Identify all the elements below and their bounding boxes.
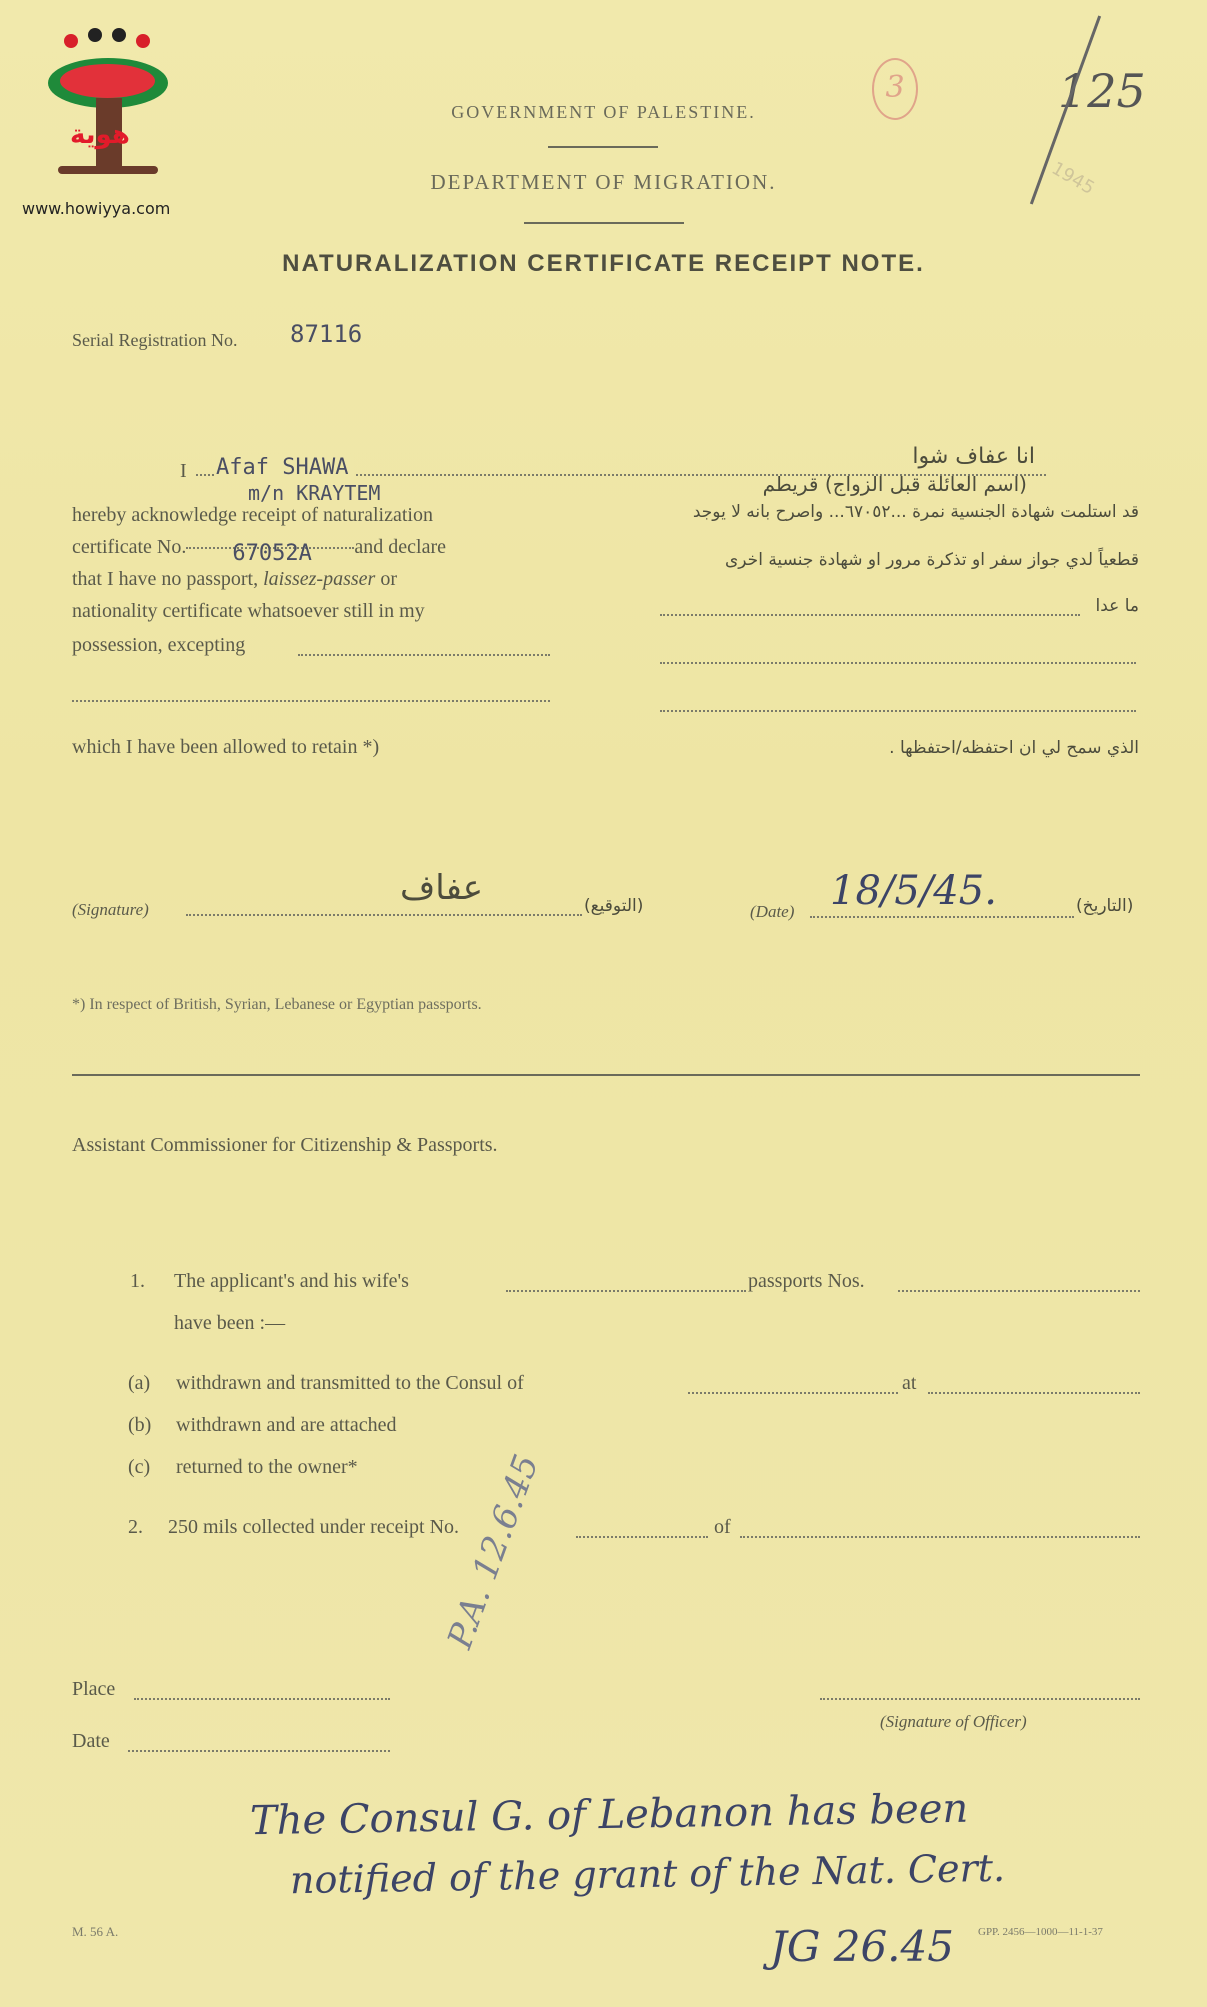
item1-number: 1. (130, 1270, 145, 1292)
government-heading: GOVERNMENT OF PALESTINE. (451, 102, 756, 122)
cert-dotted (186, 541, 354, 566)
line3-b: laissez-passer (263, 568, 376, 590)
item2-dotted-1 (576, 1536, 708, 1538)
header-rule-1 (548, 146, 658, 148)
item1-have-been: have been :— (174, 1312, 286, 1334)
certificate-number: 67052A (232, 541, 312, 566)
circled-number: 3 (872, 58, 918, 120)
ack-line-5: possession, excepting (72, 634, 246, 656)
arabic-dotted-1 (660, 614, 1080, 616)
margin-pencil-note: P.A. 12.6.45 (440, 1449, 547, 1654)
arabic-name-line: انا عفاف شوا (912, 444, 1035, 469)
serial-label: Serial Registration No. (72, 330, 238, 350)
item-a-dotted-2 (928, 1392, 1140, 1394)
commissioner-heading: Assistant Commissioner for Citizenship & Passports. (72, 1134, 498, 1156)
officer-dotted (820, 1698, 1140, 1700)
arabic-maiden-line: (اسم العائلة قبل الزواج) قريطم (762, 472, 1027, 496)
item-b-label: (b) (128, 1414, 152, 1436)
arabic-line-2: قطعياً لدي جواز سفر او تذكرة مرور او شهادة جنسية اخرى (725, 550, 1139, 570)
ack-line-3 (72, 568, 397, 591)
item1-passports: passports Nos. (748, 1270, 865, 1292)
officer-label: (Signature of Officer) (880, 1712, 1027, 1731)
arabic-line-3: ما عدا (1095, 596, 1139, 616)
ack-line-1: hereby acknowledge receipt of naturalization (72, 504, 433, 526)
handwritten-note-line-1: The Consul G. of Lebanon has been (249, 1785, 969, 1845)
footnote: *) In respect of British, Syrian, Lebanese or Egyptian passports. (72, 996, 482, 1013)
item2-of: of (714, 1516, 731, 1538)
item-a-at: at (902, 1372, 917, 1394)
handwritten-note-line-2: notified of the grant of the Nat. Cert. (289, 1845, 1006, 1903)
signature-dotted (186, 914, 582, 916)
print-code: GPP. 2456—1000—11-1-37 (978, 1926, 1103, 1938)
date-footer-label: Date (72, 1730, 110, 1752)
item-a-text: withdrawn and transmitted to the Consul of (176, 1372, 524, 1394)
item2-text: 250 mils collected under receipt No. (168, 1516, 460, 1538)
item1-dotted-1 (506, 1290, 746, 1292)
corner-number: 125 (1058, 64, 1146, 118)
serial-value: 87116 (290, 320, 363, 348)
applicant-name: Afaf SHAWA (216, 455, 354, 480)
cert-prefix: certificate No. (72, 536, 187, 558)
item-c-text: returned to the owner* (176, 1456, 358, 1478)
applicant-maiden-name: m/n KRAYTEM (248, 481, 381, 505)
document-title: NATURALIZATION CERTIFICATE RECEIPT NOTE. (282, 250, 925, 277)
item2-number: 2. (128, 1516, 143, 1538)
arabic-retain: الذي سمح لي ان احتفظه/احتفظها . (889, 738, 1139, 758)
place-label: Place (72, 1678, 116, 1700)
section-divider (72, 1074, 1140, 1076)
cert-suffix: and declare (354, 536, 446, 558)
arabic-dotted-2 (660, 662, 1136, 664)
stamp-year: 1945 (1047, 157, 1098, 200)
text-prefix-i: I (180, 460, 187, 482)
watermark-site: www.howiyya.com (22, 199, 171, 218)
date-label: (Date) (750, 902, 795, 921)
ack-line-4: nationality certificate whatsoever still in my (72, 600, 425, 622)
signature-handwritten: عفاف (400, 868, 484, 908)
date-footer-dotted (128, 1750, 390, 1752)
signature-label: (Signature) (72, 900, 149, 919)
item1-dotted-2 (898, 1290, 1140, 1292)
line3-a: that I have no passport, (72, 568, 259, 590)
arabic-line-1: قد استلمت شهادة الجنسية نمرة ...٦٧٠٥٢... واصرح بانه لا يوجد (692, 502, 1139, 522)
date-dotted (810, 916, 1074, 918)
item-a-dotted-1 (688, 1392, 898, 1394)
item-c-label: (c) (128, 1456, 151, 1478)
excepting-dotted (298, 654, 550, 656)
signature-arabic-label: (التوقيع) (584, 896, 644, 916)
item-b-text: withdrawn and are attached (176, 1414, 397, 1436)
item1-text: The applicant's and his wife's (174, 1270, 409, 1292)
department-heading: DEPARTMENT OF MIGRATION. (430, 170, 777, 194)
date-arabic-label: (التاريخ) (1076, 896, 1134, 916)
line3-c: or (380, 568, 397, 590)
retain-line: which I have been allowed to retain *) (72, 736, 380, 758)
item-a-label: (a) (128, 1372, 151, 1394)
header-rule-2 (524, 222, 684, 224)
ack-line-2 (72, 536, 552, 566)
form-code: M. 56 A. (72, 1924, 119, 1939)
place-dotted (134, 1698, 390, 1700)
logo-text: هوية (70, 120, 130, 150)
handwritten-initials: JG 26.45 (770, 1922, 954, 1971)
arabic-dotted-3 (660, 710, 1136, 712)
excepting-dotted-2 (72, 700, 550, 702)
item2-dotted-2 (740, 1536, 1140, 1538)
date-handwritten: 18/5/45. (830, 868, 997, 914)
